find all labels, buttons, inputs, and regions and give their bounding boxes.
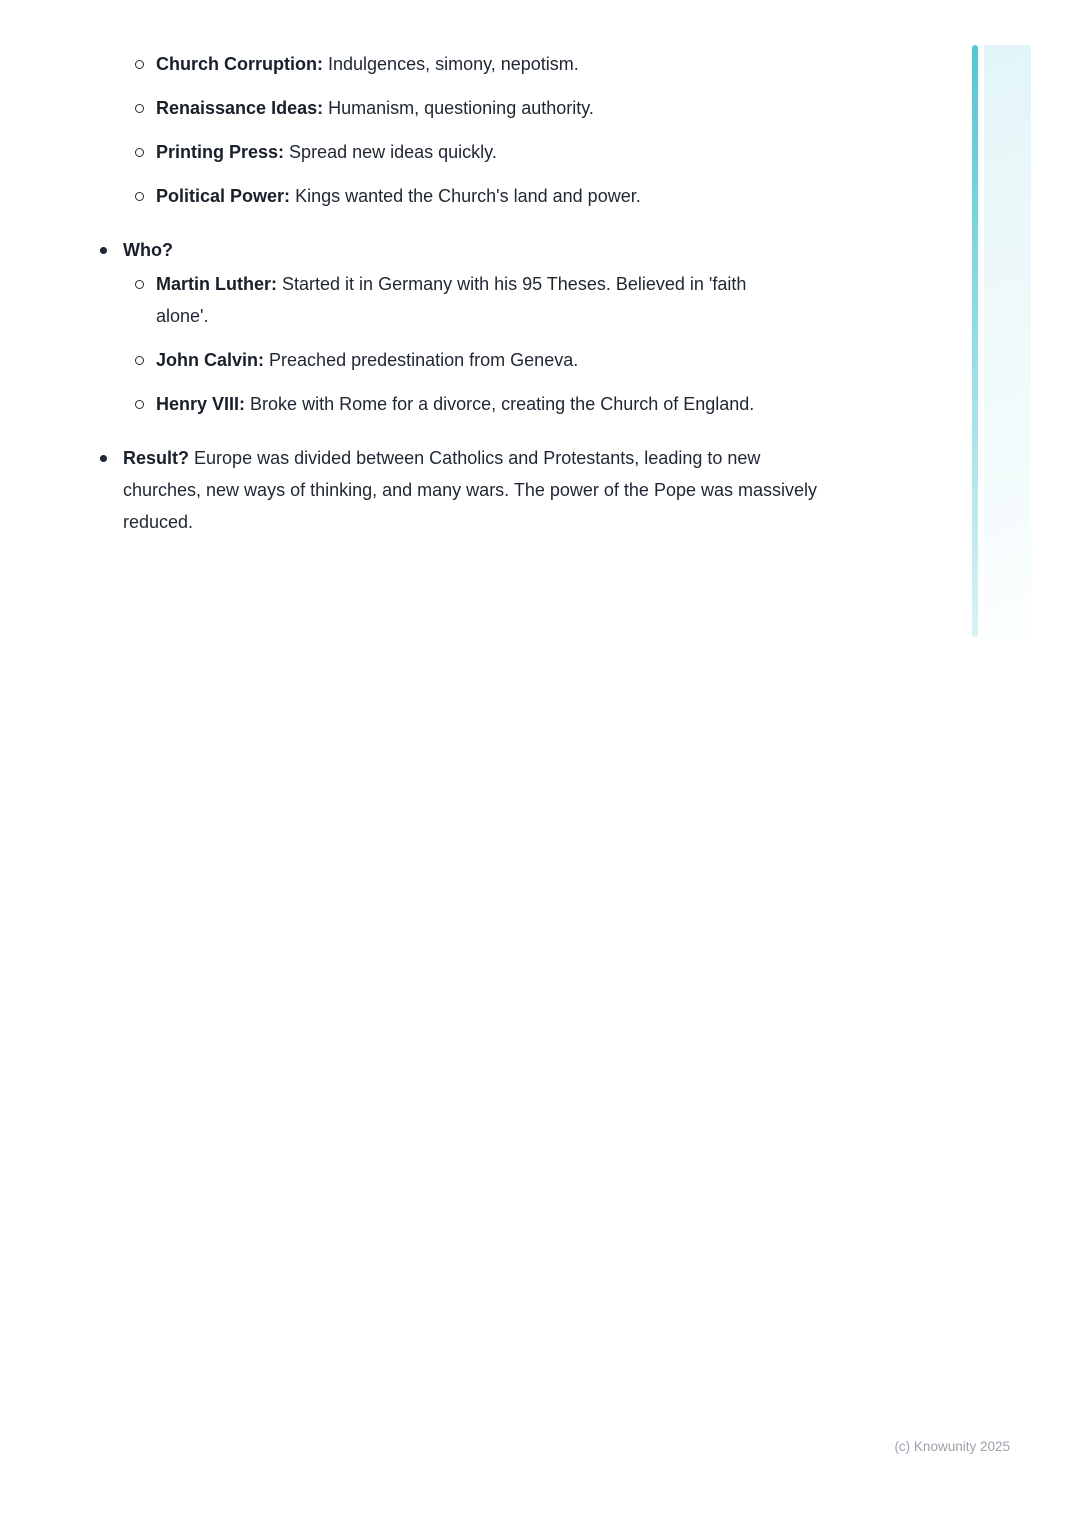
who-section [123,234,860,432]
decorative-accent-line [972,45,978,637]
causes-sublist [123,48,860,212]
circle-bullet-icon [135,148,144,157]
item-body: Humanism, questioning authority. [328,98,594,118]
list-item [123,136,860,168]
item-label: Martin Luther: [156,274,277,294]
item-body: Started it in Germany with his 95 Theses. Believed in 'faith alone'. [156,274,747,326]
list-item-text [156,180,801,212]
list-item-text [156,136,801,168]
item-body: Broke with Rome for a divorce, creating the Church of England. [250,394,755,414]
page-content [100,48,860,538]
circle-bullet-icon [135,60,144,69]
bullet-column [123,268,156,289]
list-item [123,388,860,420]
bullet-column [123,48,156,69]
bullet-column [123,344,156,365]
circle-bullet-icon [135,356,144,365]
result-text-block [123,442,823,538]
item-label: Church Corruption: [156,54,323,74]
result-body: Europe was divided between Catholics and Protestants, leading to new churches, new ways of thinking, and many wars. The power of the Pope was massively reduced. [123,448,818,532]
item-label: John Calvin: [156,350,265,370]
bullet-column [123,388,156,409]
copyright-footer: (c) Knowunity 2025 [894,1439,1010,1454]
circle-bullet-icon [135,400,144,409]
item-body: Preached predestination from Geneva. [269,350,579,370]
who-heading: Who? [123,240,173,260]
list-item-text [156,268,801,332]
bullet-column [100,234,123,254]
list-item-result [100,442,860,538]
circle-bullet-icon [135,280,144,289]
list-item [123,92,860,124]
circle-bullet-icon [135,104,144,113]
bullet-column [123,92,156,113]
item-body: Indulgences, simony, nepotism. [328,54,579,74]
item-label: Renaissance Ideas: [156,98,324,118]
list-item [123,344,860,376]
item-label: Printing Press: [156,142,285,162]
list-item-text [156,92,801,124]
circle-bullet-icon [135,192,144,201]
decorative-gradient-panel [984,45,1031,637]
list-item-text [156,48,801,80]
list-item-text [156,388,801,420]
item-label: Henry VIII: [156,394,246,414]
result-label: Result? [123,448,190,468]
bullet-column [100,442,123,462]
list-item-text [156,344,801,376]
who-sublist [123,268,860,420]
item-label: Political Power: [156,186,291,206]
bullet-column [123,180,156,201]
item-body: Spread new ideas quickly. [289,142,497,162]
bullet-icon [100,455,107,462]
list-item [123,268,860,332]
list-item [123,48,860,80]
bullet-icon [100,247,107,254]
bullet-column [123,136,156,157]
item-body: Kings wanted the Church's land and power. [295,186,641,206]
list-item [123,180,860,212]
list-item-who [100,234,860,432]
